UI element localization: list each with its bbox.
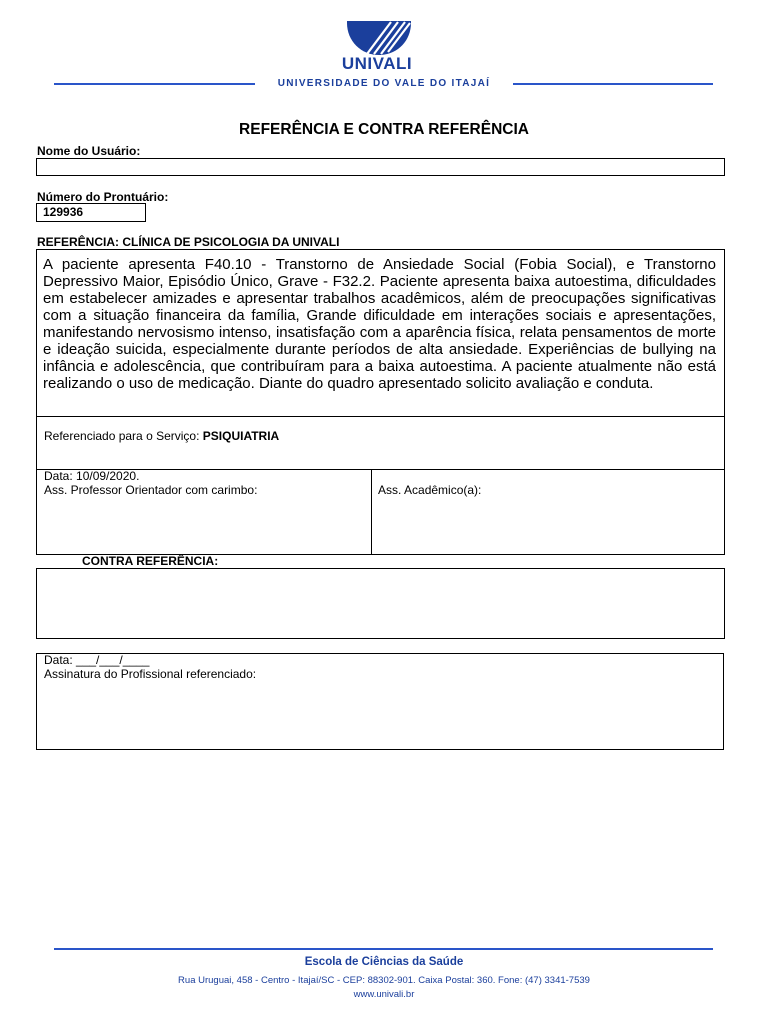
footer-url: www.univali.br — [353, 989, 415, 1000]
footer-address: Rua Uruguai, 458 - Centro - Itajaí/SC - CEP: 88302-901. Caixa Postal: 360. Fone: (47) 3341-7539 — [178, 975, 590, 986]
record-number-label: Número do Prontuário: — [37, 190, 169, 204]
referral-section-label: REFERÊNCIA: CLÍNICA DE PSICOLOGIA DA UNIVALI — [37, 235, 340, 249]
service-label: Referenciado para o Serviço: — [44, 429, 203, 443]
form-title: REFERÊNCIA E CONTRA REFERÊNCIA — [239, 121, 529, 138]
service-value: PSIQUIATRIA — [202, 429, 280, 443]
user-name-field[interactable] — [36, 158, 725, 176]
professor-signature-label: Ass. Professor Orientador com carimbo: — [44, 483, 258, 497]
record-number-field[interactable]: 129936 — [36, 203, 146, 222]
service-line — [44, 429, 279, 443]
counter-referral-field[interactable] — [36, 568, 725, 639]
univali-logo-icon — [347, 21, 411, 55]
header-divider-left — [54, 83, 255, 85]
header-divider-right — [513, 83, 713, 85]
signature-divider — [371, 469, 372, 555]
user-name-label: Nome do Usuário: — [37, 144, 141, 158]
professional-signature-label: Assinatura do Profissional referenciado: — [44, 667, 257, 681]
university-name: UNIVERSIDADE DO VALE DO ITAJAÍ — [277, 78, 491, 89]
referral-date: Data: 10/09/2020. — [44, 469, 140, 483]
logo-wordmark: UNIVALI — [341, 54, 413, 73]
referral-text: A paciente apresenta F40.10 - Transtorno de Ansiedade Social (Fobia Social), e Transtorno Depressivo Maior, Episódio Único, Grave - F32.2. Paciente apresenta baixa autoestima, dificuldades em estabelecer amizades e apresentar trabalhos acadêmicos, além de preocupações significativas com a situação financeira da família, Grande dificuldade em interações sociais e apresentações, manifestando nervosismo intenso, insatisfação com a aparência física, relata pensamentos de morte e ideação suicida, especialmente durante períodos de alta ansiedade. Experiências de bullying na infância e adolescência, que contribuíram para a baixa autoestima. A paciente atualmente não está realizando o uso de medicação. Diante do quadro apresentado solicito avaliação e conduta. — [43, 256, 716, 392]
counter-referral-label: CONTRA REFERÊNCIA: — [82, 554, 219, 568]
referral-divider — [36, 416, 725, 417]
academic-signature-label: Ass. Acadêmico(a): — [378, 483, 482, 497]
counter-referral-date: Data: ___/___/____ — [44, 653, 150, 667]
footer-divider — [54, 948, 713, 950]
footer-school-name: Escola de Ciências da Saúde — [304, 956, 464, 968]
